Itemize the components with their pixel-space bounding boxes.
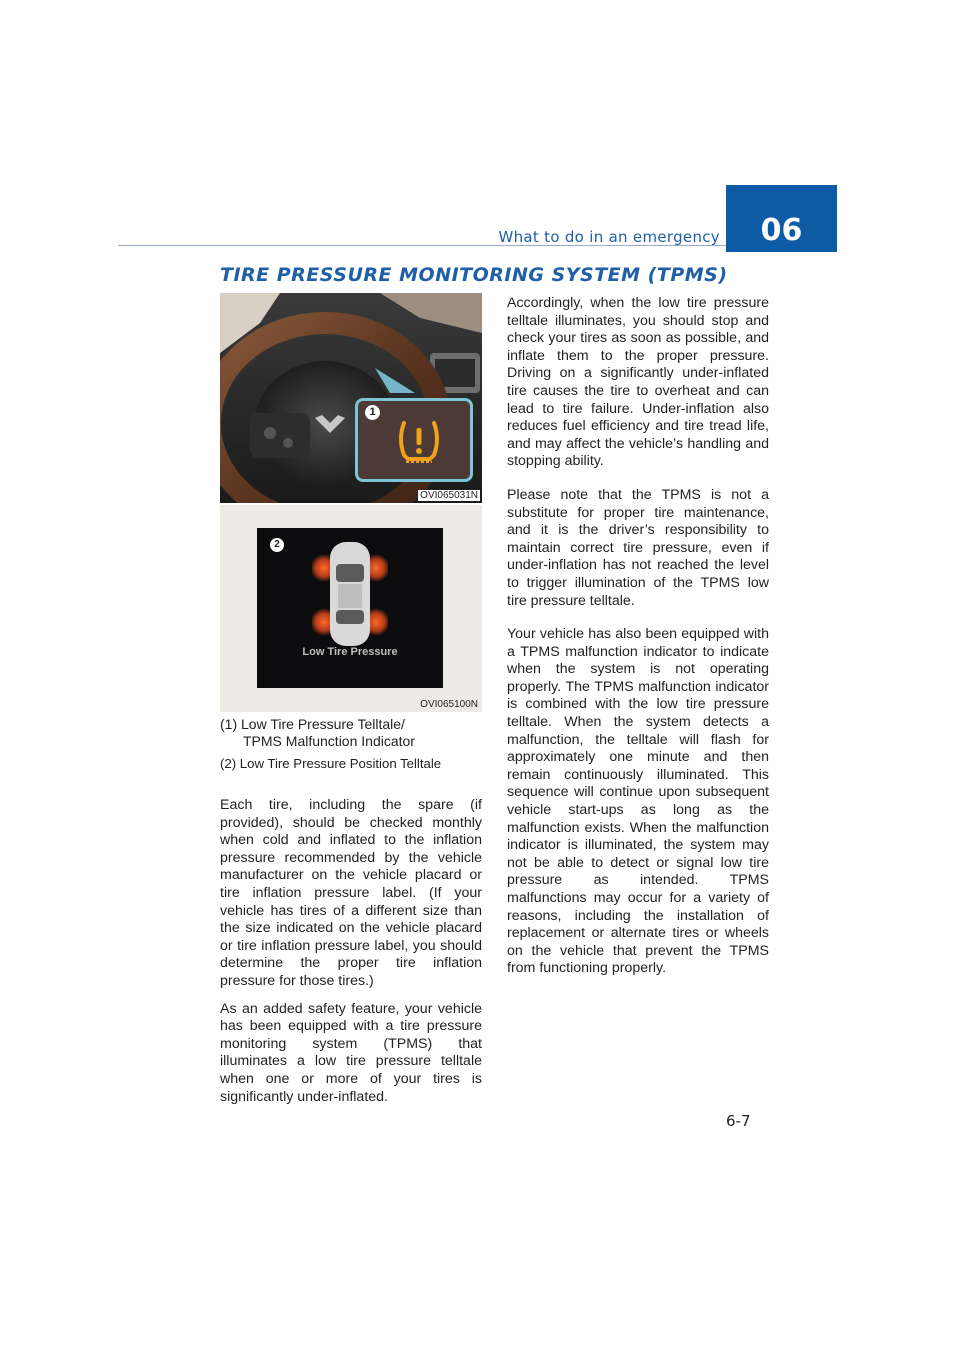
callout-number-1-badge: 1 [365,405,380,420]
callout-number-2-badge: 2 [270,538,284,552]
chapter-number-tab: 06 [726,185,837,252]
figure-tire-position-display [220,505,482,712]
body-paragraph: As an added safety feature, your vehicle has been equipped with a tire pressure monitoring system (TPMS) that illuminates a low tire pressure telltale when one or more of your tires is significantly under-inflated. [220,1000,482,1105]
caption-text: Low Tire Pressure Position Telltale [239,756,442,771]
car-top-view-icon [312,538,388,650]
left-column-body [220,797,482,1116]
body-paragraph: Please note that the TPMS is not a substitute for proper tire maintenance, and it is the driver’s responsibility to maintain correct tire pressure, even if under-inflation has not reached the level to trigger illumination of the TPMS low tire pressure telltale. [507,486,769,609]
chapter-header-title: What to do in an emergency [498,228,720,246]
caption-text-continued: TPMS Malfunction Indicator [243,733,415,749]
figure-steering-wheel-telltale [220,293,482,503]
page-number: 6-7 [726,1112,751,1130]
caption-number: (1) [220,716,238,732]
body-paragraph: Accordingly, when the low tire pressure telltale illuminates, you should stop and check your tires as soon as possible, and inflate them to the proper pressure. Driving on a significantly under-inflated tire causes the tire to overheat and can lead to tire failure. Under-inflation also reduces fuel efficiency and tire tread life, and may affect the vehicle’s handling and stopping ability. [507,295,769,470]
cluster-display-screen [257,528,443,688]
caption-number: (2) [220,756,237,771]
caption-text: Low Tire Pressure Telltale/ [241,716,405,732]
low-tire-pressure-telltale-icon [396,419,442,463]
body-paragraph: Each tire, including the spare (if provided), should be checked monthly when cold and inflated to the inflation pressure recommended by the vehicle manufacturer on the vehicle placard or tire inflation pressure label. (If your vehicle has tires of a different size than the size indicated on the vehicle placard or tire inflation pressure label, you should determine the proper tire inflation pressure for those tires.) [220,797,482,989]
figure-code: OVI065100N [420,699,478,710]
figure-code: OVI065031N [420,490,478,501]
low-tire-pressure-screen-text: Low Tire Pressure [302,646,398,658]
right-column-body [507,295,769,988]
telltale-callout-box [355,398,473,482]
section-title: TIRE PRESSURE MONITORING SYSTEM (TPMS) [220,264,728,286]
body-paragraph: Your vehicle has also been equipped with a TPMS malfunction indicator to indicate when the system is not operating properly. The TPMS malfunction indicator is combined with the low tire pressure telltale. When the system detects a malfunction, the telltale will flash for approximately one minute and then remain continuously illuminated. This sequence will continue upon subsequent vehicle start-ups as long as the malfunction exists. When the malfunction indicator is illuminated, the system may not be able to detect or signal low tire pressure as intended. TPMS malfunctions may occur for a variety of reasons, including the installation of replacement or alternate tires or wheels on the vehicle that prevent the TPMS from functioning properly. [507,626,769,977]
caption-1 [220,716,485,750]
caption-2 [220,755,485,772]
